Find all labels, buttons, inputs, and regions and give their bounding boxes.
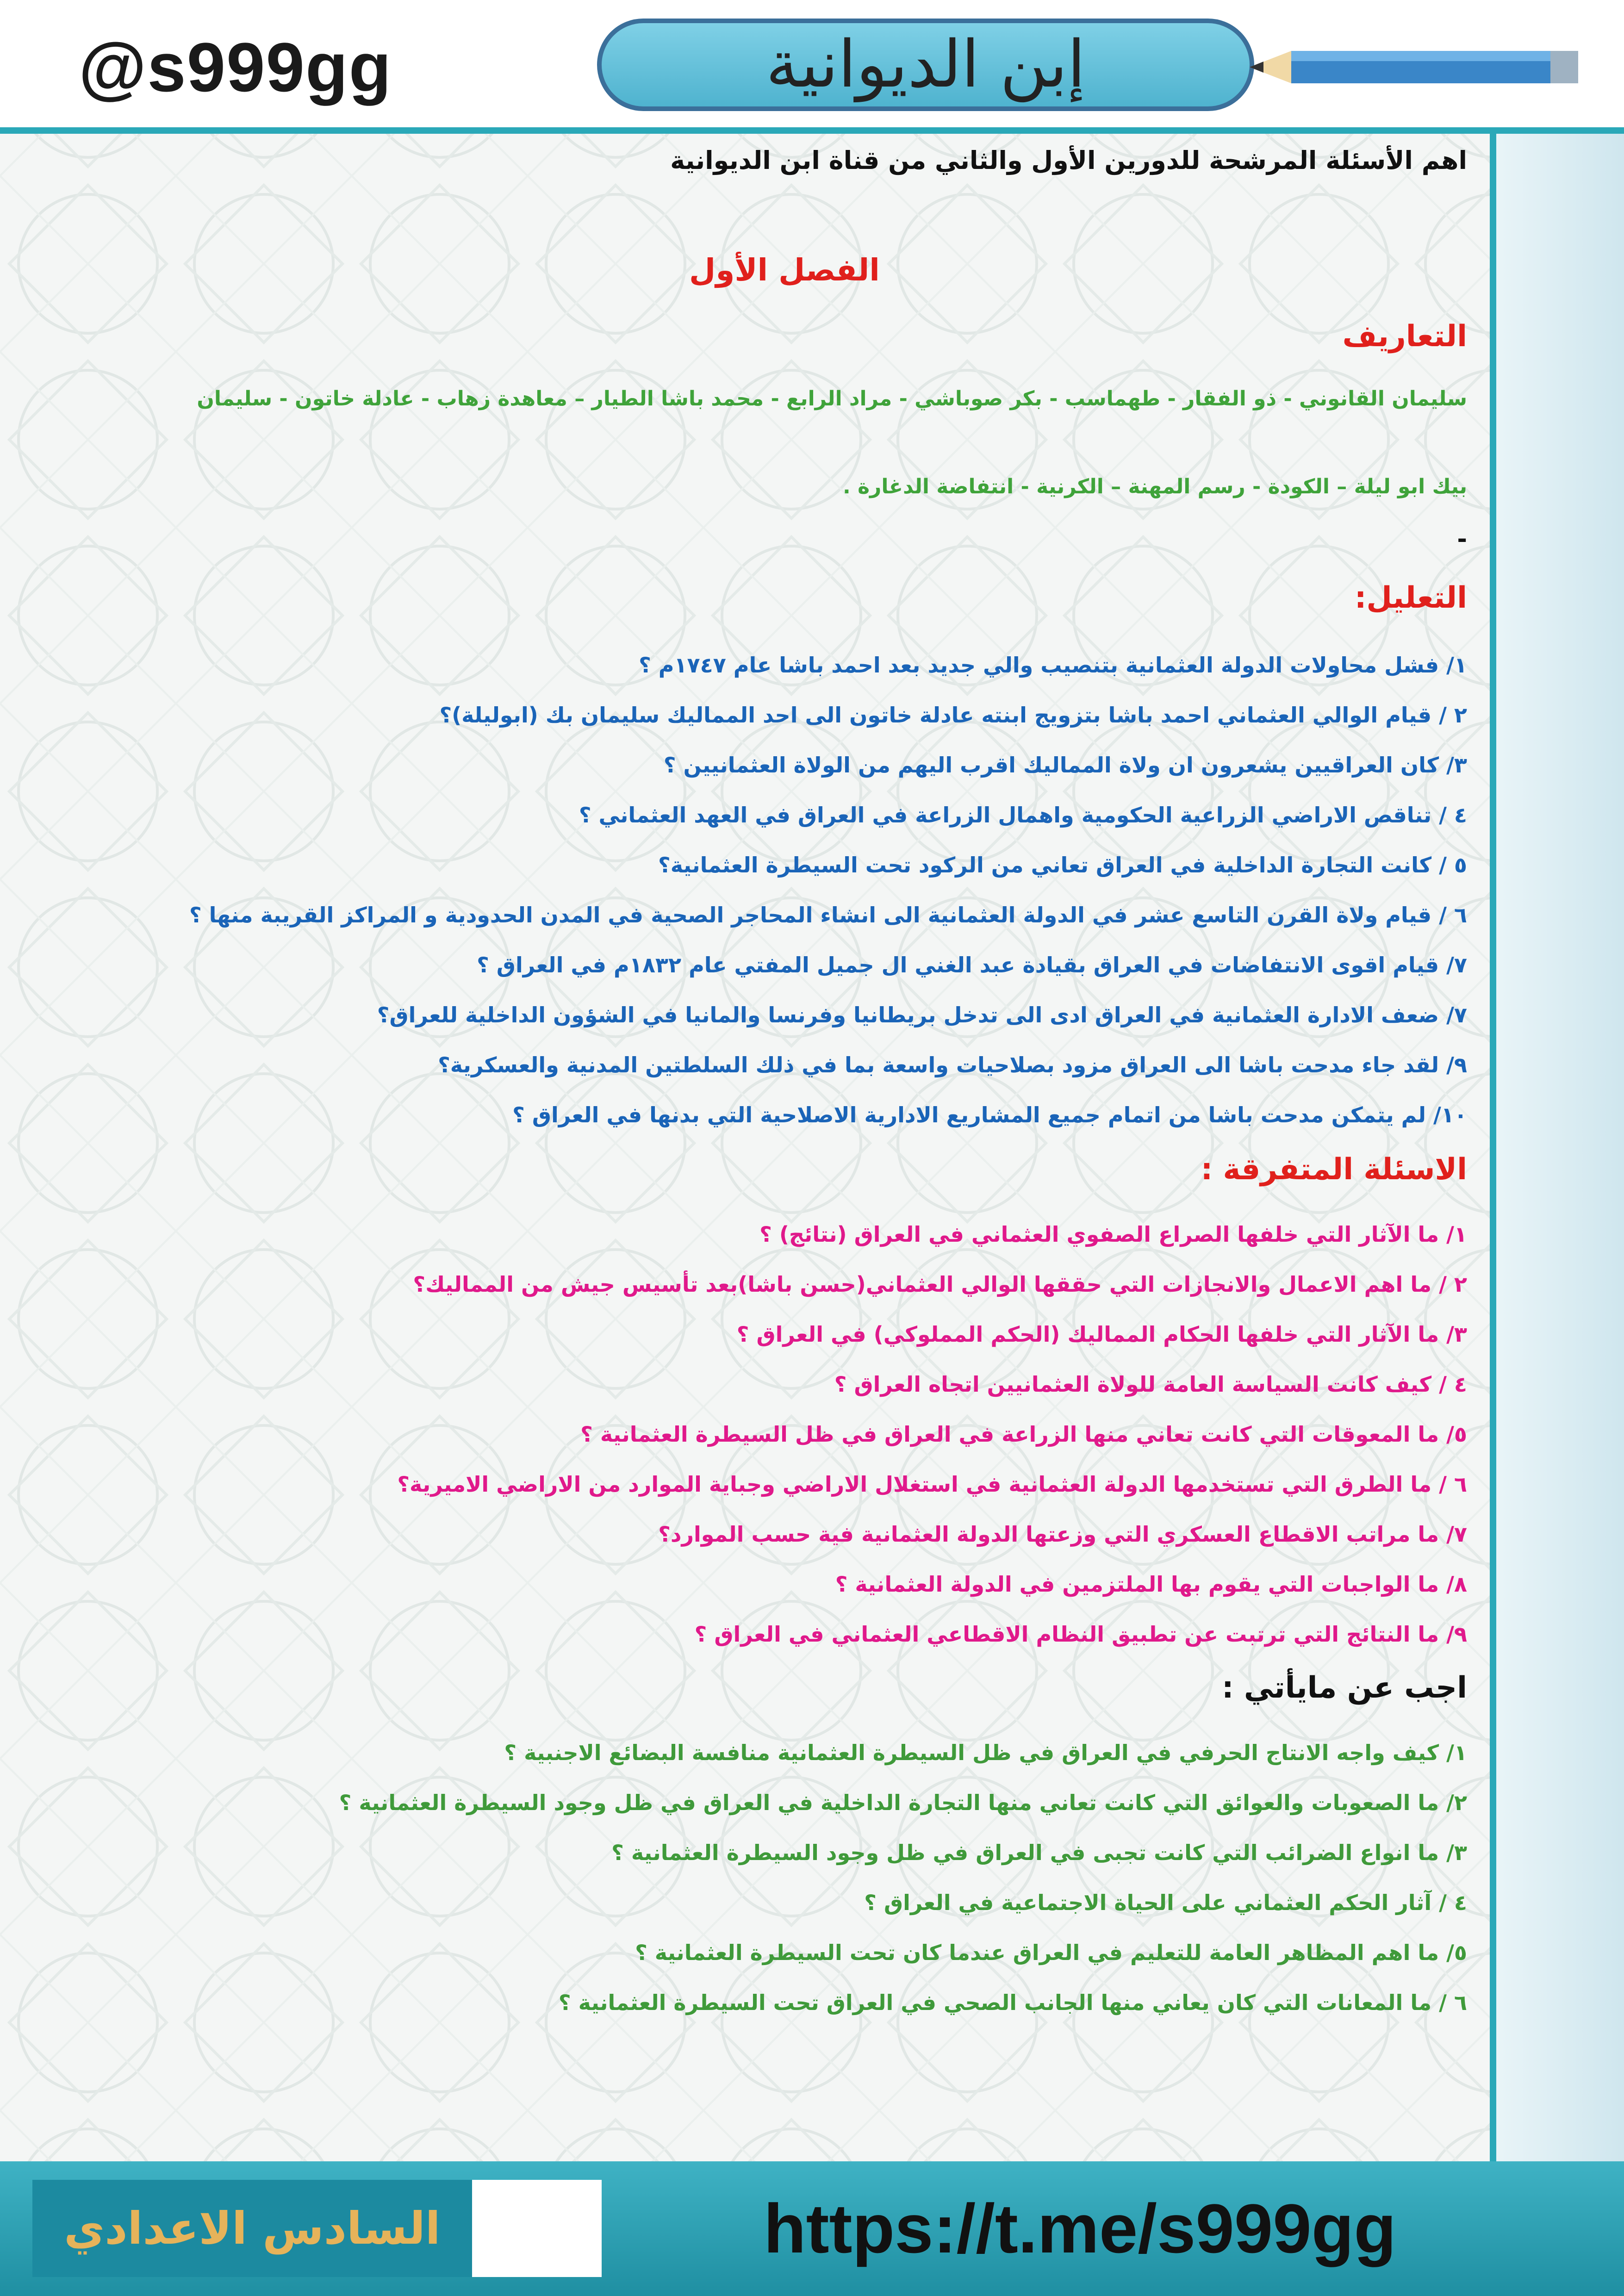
misc-heading: الاسئلة المتفرقة :: [1201, 1152, 1467, 1187]
grade-label: السادس الاعدادي: [32, 2180, 472, 2277]
misc-item: ٩/ ما النتائج التي ترتبت عن تطبيق النظام الاقطاعي العثماني في العراق ؟: [694, 1622, 1467, 1647]
channel-handle: @s999gg: [79, 28, 392, 106]
misc-item: ٧/ ما مراتب الاقطاع العسكري التي وزعتها الدولة العثمانية فية حسب الموارد؟: [658, 1522, 1467, 1547]
answer-item: ٤ / آثار الحكم العثماني على الحياة الاجتماعية في العراق ؟: [864, 1890, 1467, 1915]
reason-item: ٩/ لقد جاء مدحت باشا الى العراق مزود بصلاحيات واسعة بما في ذلك السلطتين المدنية والعسكرية؟: [438, 1052, 1467, 1077]
answer-item: ٦ / ما المعانات التي كان يعاني منها الجانب الصحي في العراق تحت السيطرة العثمانية ؟: [558, 1990, 1467, 2015]
reason-item: ٢ / قيام الوالي العثماني احمد باشا بتزويج ابنته عادلة خاتون الى احد المماليك سليمان بك (ابوليلة)؟: [439, 703, 1467, 728]
chapter-title: الفصل الأول: [689, 252, 880, 288]
misc-item: ١/ ما الآثار التي خلفها الصراع الصفوي العثماني في العراق (نتائج) ؟: [759, 1222, 1467, 1247]
page-header: [0, 0, 1624, 134]
grade-box: [32, 2180, 602, 2277]
reason-item: ٤ / تناقص الاراضي الزراعية الحكومية واهمال الزراعة في العراق في العهد العثماني ؟: [579, 803, 1467, 828]
brand-banner: [597, 19, 1254, 111]
reason-item: ١٠/ لم يتمكن مدحت باشا من اتمام جميع المشاريع الادارية الاصلاحية التي بدنها في العراق ؟: [512, 1102, 1467, 1127]
pencil-icon: [1250, 37, 1583, 97]
answer-item: ٥/ ما اهم المظاهر العامة للتعليم في العراق عندما كان تحت السيطرة العثمانية ؟: [635, 1940, 1467, 1965]
right-sidebar-decoration: [1490, 127, 1624, 2164]
misc-item: ٣/ ما الآثار التي خلفها الحكام المماليك (الحكم المملوكي) في العراق ؟: [736, 1322, 1467, 1347]
answer-item: ٣/ ما انواع الضرائب التي كانت تجبى في العراق في ظل وجود السيطرة العثمانية ؟: [611, 1840, 1467, 1865]
reason-item: ١/ فشل محاولات الدولة العثمانية بتنصيب والي جديد بعد احمد باشا عام ١٧٤٧م ؟: [639, 653, 1467, 678]
answer-heading: اجب عن مايأتي :: [1221, 1671, 1467, 1705]
brand-title: إبن الديوانية: [765, 27, 1086, 102]
answer-item: ٢/ ما الصعوبات والعوائق التي كانت تعاني منها التجارة الداخلية في العراق في ظل وجود السيطرة العثمانية ؟: [339, 1790, 1467, 1815]
document-body: [46, 127, 1467, 2113]
definitions-heading: التعاريف: [1342, 319, 1467, 354]
definitions-line-1: سليمان القانوني - ذو الفقار - طهماسب - بكر صوباشي - مراد الرابع - محمد باشا الطيار – معاهدة زهاب - عادلة خاتون - سليمان: [197, 387, 1467, 411]
misc-item: ٥/ ما المعوقات التي كانت تعاني منها الزراعة في العراق في ظل السيطرة العثمانية ؟: [580, 1422, 1467, 1447]
definitions-line-2: بيك ابو ليلة – الكودة - رسم المهنة – الكرنية - انتفاضة الدغارة .: [843, 475, 1467, 498]
separator-dash: -: [1457, 525, 1467, 553]
misc-item: ٢ / ما اهم الاعمال والانجازات التي حققها الوالي العثماني(حسن باشا)بعد تأسيس جيش من المماليك؟: [413, 1272, 1467, 1297]
reason-item: ٣/ كان العراقيين يشعرون ان ولاة المماليك اقرب اليهم من الولاة العثمانيين ؟: [663, 753, 1467, 778]
reasons-heading: التعليل:: [1354, 581, 1467, 615]
misc-item: ٤ / كيف كانت السياسة العامة للولاة العثمانيين اتجاه العراق ؟: [834, 1372, 1467, 1397]
misc-item: ٦ / ما الطرق التي تستخدمها الدولة العثمانية في استغلال الاراضي وجباية الموارد من الاراضي الاميرية؟: [397, 1472, 1467, 1497]
telegram-link[interactable]: https://t.me/s999gg: [764, 2190, 1396, 2267]
reason-item: ٧/ قيام اقوى الانتفاضات في العراق بقيادة عبد الغني ال جميل المفتي عام ١٨٣٢م في العراق ؟: [477, 952, 1467, 977]
reason-item: ٧/ ضعف الادارة العثمانية في العراق ادى الى تدخل بريطانيا وفرنسا والمانيا في الشؤون الداخلية للعراق؟: [377, 1002, 1467, 1027]
reason-item: ٥ / كانت التجارة الداخلية في العراق تعاني من الركود تحت السيطرة العثمانية؟: [658, 852, 1467, 877]
reason-item: ٦ / قيام ولاة القرن التاسع عشر في الدولة العثمانية الى انشاء المحاجر الصحية في المدن الحدودية و المراكز القريبة منها ؟: [189, 902, 1467, 927]
page-footer: [0, 2161, 1624, 2296]
answer-item: ١/ كيف واجه الانتاج الحرفي في العراق في ظل السيطرة العثمانية منافسة البضائع الاجنبية ؟: [504, 1740, 1467, 1765]
intro-title: اهم الأسئلة المرشحة للدورين الأول والثاني من قناة ابن الديوانية: [670, 146, 1467, 175]
misc-item: ٨/ ما الواجبات التي يقوم بها الملتزمين في الدولة العثمانية ؟: [835, 1572, 1467, 1597]
